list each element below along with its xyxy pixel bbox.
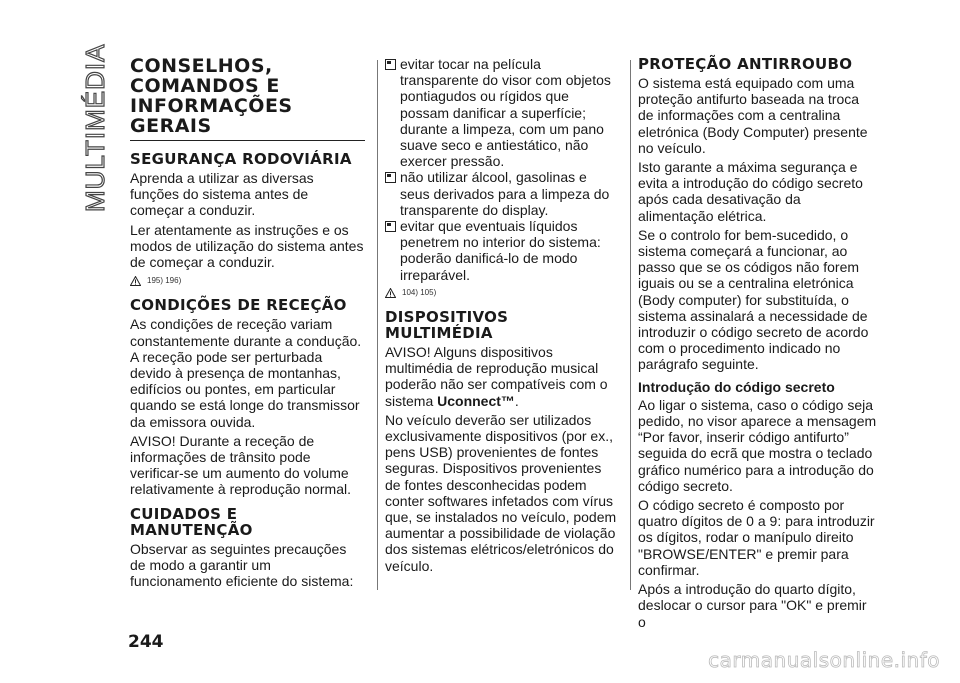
paragraph: Observar as seguintes precauções de modo a garantir um funcionamento eficiente do sistema: — [130, 540, 354, 590]
list-item-text: não utilizar álcool, gasolinas e seus derivados para a limpeza do transparente do display. — [400, 169, 610, 218]
warning-note — [130, 273, 365, 289]
paragraph: Após a introdução do quarto dígito, deslocar o cursor para "OK" e premir o — [638, 581, 867, 630]
warning-triangle-icon — [130, 276, 141, 286]
warning-triangle-icon — [385, 288, 396, 298]
paragraph-end: . — [514, 392, 519, 409]
bullet-icon — [385, 221, 396, 232]
section-title-dispositivos: DISPOSITIVOS MULTIMÉDIA — [385, 308, 509, 343]
note-refs: 195) 196) — [147, 276, 182, 286]
paragraph: O código secreto é composto por quatro dígitos de 0 a 9: para introduzir os dígitos, rodar o manípulo direito "BROWSE/ENTER" e premir para confirmar. — [638, 497, 875, 578]
list-item — [385, 169, 620, 218]
side-label-text: MULTIMÉDIA — [80, 43, 110, 212]
section-title-seguranca: SEGURANÇA RODOVIÁRIA — [130, 150, 352, 168]
paragraph: No veículo deverão ser utilizados exclusivamente dispositivos (por ex., pens USB) provenientes de fontes seguras. Dispositivos provenientes de fontes desconhecidas podem conter softwares infetados com vírus que, se instalados no veículo, podem aumentar a possibilidade de violação dos sistemas elétricos/eletrónicos do veículo. — [385, 411, 617, 574]
paragraph — [385, 344, 620, 409]
note-refs: 104) 105) — [402, 287, 437, 297]
column-3 — [638, 56, 878, 633]
watermark: carmanualsonline.info — [708, 648, 940, 672]
section-title-rececao: CONDIÇÕES DE RECEÇÃO — [130, 296, 347, 315]
subsection-title-codigo: Introdução do código secreto — [638, 378, 835, 395]
list-item — [385, 56, 620, 169]
paragraph-text: AVISO! Alguns dispositivos multimédia de reprodução musical poderão não ser compatíveis com o sistema — [385, 344, 608, 409]
paragraph: Aprenda a utilizar as diversas funções do sistema antes de começar a conduzir. — [130, 170, 314, 219]
column-divider-1 — [377, 60, 378, 590]
list-item-text: evitar que eventuais líquidos penetrem no interior do sistema: poderão danificá-lo de modo irreparável. — [400, 218, 601, 283]
list-item-text: evitar tocar na película transparente do visor com objetos pontiagudos ou rígidos que possam danificar a superfície; durante a limpeza, com um pano suave seco e antiestático, não exercer pressão. — [400, 56, 611, 170]
list-item — [385, 218, 620, 283]
bullet-icon — [385, 59, 396, 70]
paragraph: As condições de receção variam constantemente durante a condução. A receção pode ser perturbada devido à presença de montanhas, edifícios ou pontes, em particular quando se está longe do transmissor da emissora ouvida. — [130, 316, 362, 430]
paragraph: Ler atentamente as instruções e os modos de utilização do sistema antes de começar a conduzir. — [130, 221, 364, 271]
paragraph: AVISO! Durante a receção de informações de trânsito pode verificar-se um aumento do volume relativamente à reprodução normal. — [130, 432, 352, 498]
section-side-label — [72, 42, 112, 212]
section-title-protecao: PROTEÇÃO ANTIRROUBO — [638, 55, 853, 73]
column-1 — [130, 56, 365, 592]
page-title: CONSELHOS, COMANDOS E INFORMAÇÕES GERAIS — [130, 56, 365, 141]
paragraph: Isto garante a máxima segurança e evita a introdução do código secreto após cada desativação da alimentação elétrica. — [638, 159, 863, 224]
column-divider-2 — [630, 60, 631, 590]
paragraph: Se o controlo for bem-sucedido, o sistema começará a funcionar, ao passo que se os códigos não forem iguais ou se a centralina eletrónica (Body computer) for substituída, o sistema assinalará a necessidade de introduzir o código secreto de acordo com o procedimento indicado no parágrafo seguinte. — [638, 226, 869, 373]
bullet-icon — [385, 172, 396, 183]
warning-note — [385, 285, 620, 301]
paragraph: Ao ligar o sistema, caso o código seja pedido, no visor aparece a mensagem “Por favor, inserir código antifurto” seguida do ecrã que mostra o teclado gráfico numérico para a introdução do código secreto. — [638, 396, 877, 494]
product-name: Uconnect™ — [437, 392, 515, 409]
page-number: 244 — [128, 632, 164, 652]
paragraph: O sistema está equipado com uma proteção antifurto baseada na troca de informações com a centralina eletrónica (Body Computer) presente no veículo. — [638, 75, 868, 156]
column-2 — [385, 56, 620, 577]
section-title-cuidados: CUIDADOS E MANUTENÇÃO — [130, 504, 253, 539]
